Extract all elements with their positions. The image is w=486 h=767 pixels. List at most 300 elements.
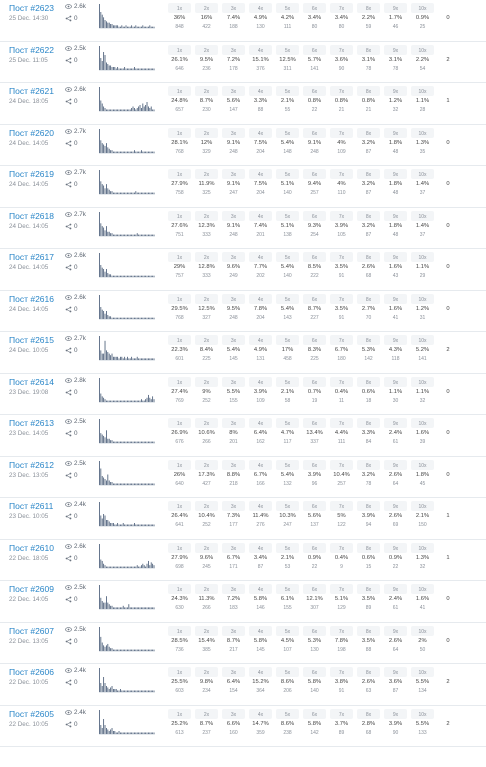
views-count: 2.5k xyxy=(74,459,86,467)
sparkline-bar xyxy=(114,525,115,527)
retention-cell xyxy=(382,500,409,532)
views-count: 2.6k xyxy=(74,542,86,550)
sparkline-bar xyxy=(103,645,104,651)
sparkline-bar xyxy=(105,725,106,734)
cell-header: 5x xyxy=(284,47,291,54)
cell-percent: 2.1% xyxy=(280,554,295,561)
sparkline-bar xyxy=(110,65,111,70)
sparkline-bar xyxy=(113,566,114,567)
post-title-link[interactable]: Пост #2606 xyxy=(9,667,54,677)
sparkline-bar xyxy=(128,317,129,318)
cell-count: 107 xyxy=(283,646,292,653)
cell-header: 6x xyxy=(311,628,318,635)
retention-cell xyxy=(274,583,301,615)
shares-count: 0 xyxy=(74,98,78,105)
retention-cell xyxy=(382,376,409,408)
sparkline-bar xyxy=(131,357,132,360)
share-icon xyxy=(65,57,72,64)
cell-count: 78 xyxy=(392,65,399,72)
retention-cell xyxy=(328,44,355,76)
cell-percent: 3.4% xyxy=(253,554,268,561)
sparkline-bar xyxy=(137,193,138,194)
sparkline-bar xyxy=(151,607,152,609)
cell-header: 2x xyxy=(203,47,210,54)
cell-percent: 10.6% xyxy=(198,430,215,436)
cell-count: 109 xyxy=(256,397,265,404)
cell-header: 5x xyxy=(284,379,291,386)
sparkline-bar xyxy=(120,400,121,401)
sparkline-bar xyxy=(117,523,118,526)
cell-percent: 27.9% xyxy=(171,181,188,187)
share-icon xyxy=(65,430,72,437)
sparkline-bar xyxy=(126,691,127,693)
post-row xyxy=(0,166,486,208)
retention-cell xyxy=(328,127,355,159)
sparkline-bar xyxy=(112,686,113,692)
eye-icon xyxy=(65,543,72,550)
cell-count: 236 xyxy=(202,65,211,72)
sparkline-bar xyxy=(109,274,110,277)
sparkline-bar xyxy=(138,649,139,650)
retention-cell xyxy=(355,708,382,740)
sparkline-bar xyxy=(116,357,117,360)
cell-percent: 7.7% xyxy=(253,264,268,270)
post-date: 24 Dec. 14:05 xyxy=(9,264,49,271)
sparkline-bar xyxy=(128,234,129,235)
sparkline-bar xyxy=(119,68,120,70)
post-title-link[interactable]: Пост #2614 xyxy=(9,376,54,387)
sparkline-bar xyxy=(102,104,103,112)
sparkline-bar xyxy=(107,643,108,650)
sparkline-bar xyxy=(151,691,152,693)
sparkline-bar xyxy=(134,400,135,401)
sparkline-bar xyxy=(145,732,146,734)
sparkline-bar xyxy=(109,646,110,650)
sparkline-bar xyxy=(109,231,110,235)
sparkline-bar xyxy=(134,193,135,194)
cell-count: 225 xyxy=(202,356,211,362)
sparkline-bar xyxy=(114,25,115,28)
retention-cell xyxy=(409,251,436,283)
sparkline-bar xyxy=(113,523,114,526)
cell-count: 21 xyxy=(365,107,372,113)
retention-cell xyxy=(220,334,247,366)
retention-cell xyxy=(409,417,436,449)
cell-count: 122 xyxy=(337,522,346,528)
sparkline-bar xyxy=(116,151,117,152)
sparkline-bar xyxy=(123,483,124,485)
sparkline-bar xyxy=(127,525,128,527)
sparkline-bar xyxy=(134,691,135,693)
cell-header: 10x xyxy=(418,213,427,220)
retention-cell xyxy=(193,85,220,117)
sparkline-bar xyxy=(144,317,145,318)
post-title-link[interactable]: Пост #2610 xyxy=(9,542,54,553)
retention-cell xyxy=(220,293,247,325)
cell-header: 4x xyxy=(257,421,264,427)
cell-percent: 12.3% xyxy=(198,222,215,229)
cell-header: 2x xyxy=(203,172,210,178)
sparkline-bar xyxy=(119,607,120,609)
sparkline-bar xyxy=(135,25,136,28)
post-title-link[interactable]: Пост #2612 xyxy=(9,459,54,470)
sparkline-bar xyxy=(140,607,141,609)
shares-count: 0 xyxy=(74,596,78,603)
sparkline-bar xyxy=(134,358,135,360)
post-title-link[interactable]: Пост #2618 xyxy=(9,210,54,221)
sparkline-bar xyxy=(149,25,150,28)
post-date: 24 Dec. 14:05 xyxy=(9,139,49,147)
cell-count: 39 xyxy=(419,439,426,445)
sparkline-bar xyxy=(119,731,120,734)
sparkline-bar xyxy=(117,276,118,277)
sparkline-bar xyxy=(152,607,153,609)
sparkline-bar xyxy=(114,442,115,443)
sparkline-bar xyxy=(126,566,127,567)
cell-percent: 9.8% xyxy=(199,679,214,685)
sparkline-bar xyxy=(130,483,131,485)
sparkline-bar xyxy=(99,129,100,153)
retention-cell xyxy=(355,542,382,574)
sparkline-bar xyxy=(130,276,131,277)
sparkline-bar xyxy=(127,483,128,485)
cell-header: 1x xyxy=(176,338,183,344)
sparkline-bar xyxy=(149,317,150,318)
sparkline-bar xyxy=(113,151,114,152)
cell-count: 237 xyxy=(202,729,211,736)
sparkline-bar xyxy=(131,607,132,609)
sparkline-bar xyxy=(135,691,136,693)
cell-count: 78 xyxy=(365,480,372,487)
sparkline-bar xyxy=(103,436,104,443)
cell-header: 10x xyxy=(418,545,427,552)
cell-count: 160 xyxy=(229,729,238,736)
sparkline-bar xyxy=(135,110,136,112)
post-title-link[interactable]: Пост #2605 xyxy=(9,708,54,719)
cell-percent: 3.1% xyxy=(361,56,376,63)
sparkline-bar xyxy=(102,184,103,194)
cell-percent: 1.6% xyxy=(415,430,430,436)
sparkline-bar xyxy=(148,358,149,360)
post-title-link[interactable]: Пост #2616 xyxy=(9,293,54,304)
sparkline-bar xyxy=(149,276,150,277)
cell-header: 9x xyxy=(392,670,399,676)
sparkline-bar xyxy=(123,523,124,526)
sparkline-bar xyxy=(130,525,131,527)
cell-percent: 5% xyxy=(337,513,346,519)
cell-percent: 10.4% xyxy=(333,471,350,478)
sparkline-bar xyxy=(141,108,142,111)
sparkline-bar xyxy=(131,68,132,70)
cell-percent: 3.8% xyxy=(334,679,349,685)
sparkline-bar xyxy=(123,234,124,235)
post-title-link[interactable]: Пост #2617 xyxy=(9,252,54,262)
cell-percent: 3.6% xyxy=(334,56,349,63)
sparkline-bar xyxy=(142,563,143,567)
cell-percent: 24.3% xyxy=(171,596,188,602)
sparkline-bar xyxy=(144,483,145,485)
cell-header: 10x xyxy=(418,379,427,386)
sparkline-bar xyxy=(113,234,114,235)
sparkline-bar xyxy=(130,317,131,318)
retention-cell xyxy=(274,417,301,449)
sparkline-bar xyxy=(100,559,101,567)
cell-header: 6x xyxy=(311,89,318,95)
cell-header: 6x xyxy=(311,504,318,510)
retention-cell xyxy=(274,500,301,532)
sparkline-bar xyxy=(103,52,104,70)
cell-count: 848 xyxy=(175,24,184,30)
retention-cell xyxy=(382,666,409,698)
post-title-link[interactable]: Пост #2621 xyxy=(9,86,54,96)
post-title-link[interactable]: Пост #2607 xyxy=(9,625,54,636)
views-stat xyxy=(65,377,86,384)
cell-count: 640 xyxy=(175,480,184,487)
sparkline-bar xyxy=(131,525,132,527)
sparkline-bar xyxy=(148,483,149,485)
cell-header: 3x xyxy=(230,711,237,718)
cell-header: 7x xyxy=(338,296,345,303)
cell-header: 7x xyxy=(338,47,345,54)
retention-cell xyxy=(166,334,193,366)
cell-header: 7x xyxy=(338,462,345,469)
cell-percent: 12.5% xyxy=(279,56,296,63)
sparkline-bar xyxy=(107,439,108,443)
sparkline-bar xyxy=(138,442,139,443)
post-title-link[interactable]: Пост #2611 xyxy=(9,501,54,511)
eye-icon xyxy=(65,667,72,674)
sparkline-bar xyxy=(138,566,139,567)
sparkline-bar xyxy=(148,27,149,28)
cell-count: 37 xyxy=(419,231,426,238)
sparkline-bar xyxy=(148,317,149,318)
eye-icon xyxy=(65,584,72,591)
cell-count: 146 xyxy=(256,605,265,611)
post-row xyxy=(0,374,486,416)
sparkline-bar xyxy=(142,483,143,485)
retention-cell xyxy=(301,44,328,76)
sparkline-bar xyxy=(151,234,152,235)
sparkline-bar xyxy=(140,193,141,194)
retention-cell xyxy=(274,85,301,117)
share-icon xyxy=(65,721,72,728)
sparkline-bar xyxy=(99,710,100,734)
sparkline-bar xyxy=(100,636,101,650)
cell-percent: 0.7% xyxy=(307,388,322,395)
sparkline-bar xyxy=(147,732,148,734)
cell-percent: 8.7% xyxy=(199,720,214,727)
cell-percent: 24.8% xyxy=(171,98,188,104)
cell-percent: 5.1% xyxy=(280,181,295,187)
cell-count: 248 xyxy=(310,148,319,155)
sparkline-bar xyxy=(123,68,124,70)
eye-icon xyxy=(65,460,72,467)
cell-percent: 1.1% xyxy=(415,98,430,104)
shares-stat xyxy=(65,140,78,147)
cell-count: 249 xyxy=(229,273,238,279)
sparkline-bar xyxy=(152,234,153,235)
sparkline-bar xyxy=(138,107,139,112)
retention-cell xyxy=(220,583,247,615)
retention-cell xyxy=(382,542,409,574)
sparkline-bar xyxy=(117,483,118,485)
sparkline-bar xyxy=(120,525,121,527)
sparkline-bar xyxy=(99,502,100,526)
sparkline-bar xyxy=(106,430,107,443)
sparkline-bar xyxy=(120,649,121,650)
cell-count: 333 xyxy=(202,273,211,279)
cell-percent: 2.2% xyxy=(361,15,376,21)
post-title-link[interactable]: Пост #2622 xyxy=(9,44,54,55)
sparkline-bar xyxy=(127,607,128,609)
cell-count: 43 xyxy=(392,273,399,279)
post-title-link[interactable]: Пост #2613 xyxy=(9,418,54,428)
sparkline-bar xyxy=(106,566,107,567)
retention-cell xyxy=(436,708,460,740)
sparkline-bar xyxy=(148,394,149,401)
sparkline-bar xyxy=(109,400,110,401)
retention-cells xyxy=(166,625,460,657)
retention-cell xyxy=(193,251,220,283)
shares-stat xyxy=(65,638,78,645)
cell-count: 141 xyxy=(310,65,319,72)
shares-count: 0 xyxy=(74,56,78,64)
cell-percent: 1.2% xyxy=(388,98,403,104)
sparkline-bar xyxy=(110,606,111,609)
retention-cell xyxy=(220,625,247,657)
cell-count: 89 xyxy=(365,605,372,611)
cell-count: 118 xyxy=(391,356,400,362)
cell-header: 9x xyxy=(392,338,399,344)
sparkline-bar xyxy=(140,649,141,650)
retention-cell xyxy=(409,44,436,76)
sparkline-bar xyxy=(135,442,136,443)
sparkline-bar xyxy=(126,110,127,112)
sparkline-bar xyxy=(154,732,155,734)
cell-header: 3x xyxy=(230,462,237,469)
sparkline-bar xyxy=(107,64,108,70)
sparkline-bar xyxy=(137,151,138,152)
sparkline-bar xyxy=(120,357,121,360)
sparkline-bar xyxy=(141,234,142,235)
cell-count: 166 xyxy=(256,480,265,487)
sparkline-bar xyxy=(107,352,108,360)
sparkline-bar xyxy=(131,442,132,443)
sparkline-bar xyxy=(148,276,149,277)
cell-header: 3x xyxy=(230,379,237,386)
sparkline-bar xyxy=(145,566,146,567)
retention-cell xyxy=(166,210,193,242)
sparkline-bar xyxy=(113,442,114,443)
sparkline-bar xyxy=(117,357,118,360)
views-stat xyxy=(65,418,86,425)
retention-cell xyxy=(355,500,382,532)
cell-percent: 4.4% xyxy=(334,430,349,436)
retention-cell xyxy=(193,168,220,200)
retention-cell xyxy=(409,127,436,159)
sparkline-bar xyxy=(138,234,139,235)
retention-cell xyxy=(166,2,193,34)
sparkline-bar xyxy=(135,607,136,609)
share-icon xyxy=(65,596,72,603)
sparkline-bar xyxy=(149,193,150,194)
retention-cell xyxy=(409,708,436,740)
retention-cell xyxy=(328,583,355,615)
post-title-link[interactable]: Пост #2620 xyxy=(9,127,54,138)
post-title-link[interactable]: Пост #2609 xyxy=(9,584,54,594)
cell-count: 134 xyxy=(418,688,427,694)
sparkline-bar xyxy=(121,234,122,235)
cell-percent: 1 xyxy=(446,554,450,561)
sparkline-bar xyxy=(135,191,136,194)
sparkline-bar xyxy=(107,273,108,277)
sparkline-bar xyxy=(105,230,106,236)
sparkline-bar xyxy=(127,566,128,567)
sparkline-bar xyxy=(144,68,145,70)
sparkline-bar xyxy=(106,728,107,734)
post-title-link[interactable]: Пост #2619 xyxy=(9,169,54,179)
sparkline-bar xyxy=(99,170,100,194)
cell-header: 10x xyxy=(418,89,427,95)
cell-percent: 0.8% xyxy=(361,98,376,104)
post-date: 23 Dec. 19:08 xyxy=(9,388,49,396)
sparkline-bar xyxy=(103,397,104,401)
cell-count: 87 xyxy=(365,190,372,196)
cell-header: 1x xyxy=(176,255,183,261)
sparkline-bar xyxy=(138,193,139,194)
sparkline-bar xyxy=(102,396,103,402)
sparkline-bar xyxy=(140,691,141,693)
sparkline-bar xyxy=(149,649,150,650)
cell-percent: 2.2% xyxy=(415,56,430,63)
cell-percent: 2.6% xyxy=(361,679,376,685)
eye-icon xyxy=(65,626,72,633)
cell-count: 78 xyxy=(365,65,372,72)
retention-cell xyxy=(193,459,220,491)
retention-cell xyxy=(274,625,301,657)
share-icon xyxy=(65,679,72,686)
cell-header: 6x xyxy=(311,255,318,261)
sparkline-bar xyxy=(145,276,146,277)
cell-count: 19 xyxy=(311,397,318,404)
sparkline-bar xyxy=(100,181,101,194)
cell-count: 148 xyxy=(283,148,292,155)
share-icon xyxy=(65,140,72,147)
sparkline-bar xyxy=(137,108,138,111)
cell-count: 9 xyxy=(340,563,343,570)
eye-icon xyxy=(65,418,72,425)
sparkline-bar xyxy=(119,234,120,235)
views-sparkline xyxy=(99,335,155,361)
sparkline-bar xyxy=(110,400,111,401)
retention-cell xyxy=(328,625,355,657)
cell-percent: 9.1% xyxy=(226,139,241,146)
post-title-link[interactable]: Пост #2623 xyxy=(9,3,54,13)
sparkline-bar xyxy=(135,358,136,360)
cell-percent: 0.4% xyxy=(334,554,349,561)
cell-count: 698 xyxy=(175,563,184,570)
shares-stat xyxy=(65,721,78,728)
post-title-link[interactable]: Пост #2615 xyxy=(9,335,54,345)
sparkline-bar xyxy=(137,357,138,360)
cell-percent: 3.5% xyxy=(361,596,376,602)
sparkline-bar xyxy=(100,101,101,112)
shares-count: 0 xyxy=(74,222,78,230)
retention-cell xyxy=(328,334,355,366)
sparkline-bar xyxy=(103,269,104,277)
sparkline-bar xyxy=(142,442,143,443)
cell-percent: 9.5% xyxy=(199,56,214,63)
